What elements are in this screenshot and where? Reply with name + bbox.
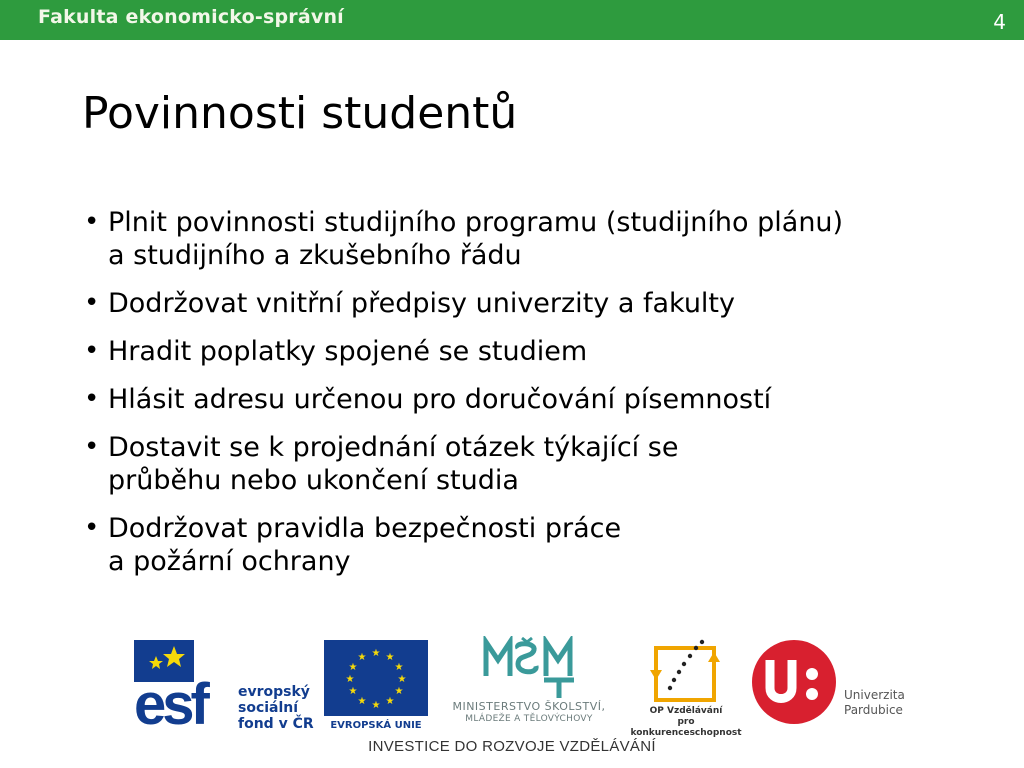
esf-flag-icon: [134, 640, 236, 726]
svg-text:★: ★: [394, 686, 404, 697]
msmt-line1: MINISTERSTVO ŠKOLSTVÍ,: [452, 700, 606, 713]
esf-logo: [134, 640, 314, 730]
logo-strip: [0, 630, 1024, 768]
bullet-item: [82, 512, 962, 578]
op-logo: [624, 636, 748, 736]
investment-footer: INVESTICE DO ROZVOJE VZDĚLÁVÁNÍ: [368, 738, 656, 755]
msmt-emblem-icon: [434, 636, 624, 700]
upce-emblem-icon: [750, 636, 840, 726]
op-line2: pro konkurenceschopnost: [630, 717, 742, 738]
bullet-list: [82, 206, 962, 593]
bullet-line: Hlásit adresu určenou pro doručování písemností: [108, 384, 772, 415]
eu-label: EVROPSKÁ UNIE: [330, 720, 422, 731]
esf-line: evropský: [238, 684, 310, 700]
bullet-dot: •: [84, 384, 100, 414]
op-emblem-icon: [624, 636, 748, 702]
svg-text:★: ★: [371, 700, 381, 711]
svg-text:esf: esf: [134, 672, 206, 726]
svg-text:★: ★: [394, 662, 404, 673]
op-text: [624, 706, 748, 739]
bullet-dot: •: [84, 432, 100, 462]
bullet-line: Dodržovat pravidla bezpečnosti práce: [108, 513, 622, 544]
bullet-line: Dodržovat vnitřní předpisy univerzity a fakulty: [108, 288, 735, 319]
svg-text:★: ★: [371, 648, 381, 659]
bullet-line: a požární ochrany: [108, 546, 351, 577]
upce-text: [844, 688, 905, 718]
bullet-item: [82, 431, 962, 497]
bullet-item: [82, 287, 962, 320]
bullet-dot: •: [84, 513, 100, 543]
slide-title: Povinnosti studentů: [82, 88, 518, 139]
bullet-line: Plnit povinnosti studijního programu (studijního plánu): [108, 207, 844, 238]
eu-flag-icon: [324, 640, 428, 716]
esf-text: [238, 684, 314, 732]
upce-line2: Pardubice: [844, 703, 903, 717]
svg-text:★: ★: [385, 696, 395, 707]
header-bar: [0, 0, 1024, 40]
bullet-dot: •: [84, 336, 100, 366]
svg-text:★: ★: [357, 652, 367, 663]
svg-text:★: ★: [357, 696, 367, 707]
bullet-line: průběhu nebo ukončení studia: [108, 465, 519, 496]
op-line1: OP Vzdělávání: [649, 706, 723, 716]
bullet-line: Hradit poplatky spojené se studiem: [108, 336, 588, 367]
bullet-line: Dostavit se k projednání otázek týkající se: [108, 432, 679, 463]
bullet-line: a studijního a zkušebního řádu: [108, 240, 522, 271]
slide-number: 4: [993, 10, 1006, 34]
upce-logo: [750, 636, 930, 736]
bullet-dot: •: [84, 207, 100, 237]
svg-text:★: ★: [348, 686, 358, 697]
svg-text:★: ★: [397, 674, 407, 685]
bullet-item: [82, 206, 962, 272]
msmt-line2: MLÁDEŽE A TĚLOVÝCHOVY: [465, 714, 593, 724]
esf-line: sociální: [238, 700, 299, 716]
svg-text:★: ★: [345, 674, 355, 685]
esf-line: fond v ČR: [238, 716, 314, 732]
svg-text:★: ★: [348, 662, 358, 673]
svg-text:★: ★: [385, 652, 395, 663]
msmt-logo: [434, 636, 624, 736]
upce-line1: Univerzita: [844, 688, 905, 702]
msmt-text: [434, 700, 624, 726]
faculty-name: Fakulta ekonomicko-správní: [38, 6, 344, 28]
eu-logo: [320, 640, 430, 732]
bullet-dot: •: [84, 288, 100, 318]
bullet-item: [82, 383, 962, 416]
bullet-item: [82, 335, 962, 368]
